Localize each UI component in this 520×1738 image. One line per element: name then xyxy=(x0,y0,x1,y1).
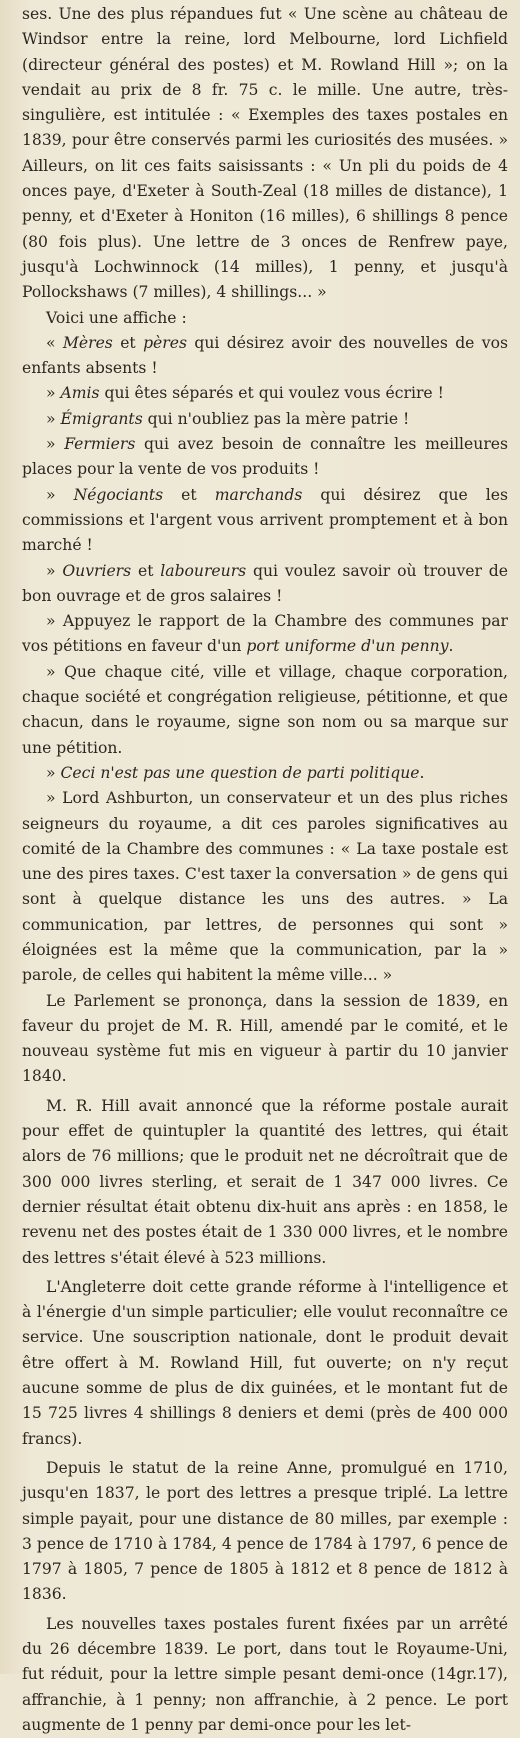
poster-line: » Fermiers qui avez besoin de connaître les meilleures places pour la vente de vos produits ! xyxy=(22,435,508,479)
poster-line: » Appuyez le rapport de la Chambre des communes par vos pétitions en faveur d'un port uniforme d'un penny. xyxy=(22,612,508,656)
poster-line: « Mères et pères qui désirez avoir des nouvelles de vos enfants absents ! xyxy=(22,333,508,378)
paragraph: » Lord Ashburton, un conservateur et un des plus riches seigneurs du royaume, a dit ces paroles significatives au comité de la Chambre des communes : « La taxe postale est une des pires taxes. C'est taxer la conversation » de gens qui sont à quelque distance les uns des autres. » La communication, par lettres, de personnes qui sont » éloignées est la même que la communication, par la » parole, de celles qui habitent la même ville... » xyxy=(22,789,508,985)
paragraph: L'Angleterre doit cette grande réforme à l'intelligence et à l'énergie d'un simple particulier; elle voulut reconnaître ce service. Une souscription nationale, dont le produit devait être offert à M. Rowland Hill, fut ouverte; on n'y reçut aucune somme de plus de dix guinées, et le montant fut de 15 725 livres 4 shillings 8 deniers et demi (près de 400 000 francs). xyxy=(22,1277,508,1448)
paragraph: Le Parlement se prononça, dans la session de 1839, en faveur du projet de M. R. Hill, amendé par le comité, et le nouveau système fut mis en vigueur à partir du 10 janvier 1840. xyxy=(22,991,508,1086)
paragraph: ses. Une des plus répandues fut « Une scène au château de Windsor entre la reine, lord Melbourne, lord Lichfield (directeur général des postes) et M. Rowland Hill »; on la vendait au prix de 8 fr. 75 c. le mille. Une autre, très-singulière, est intitulée : « Exemples des taxes postales en 1839, pour être conservés parmi les curiosités des musées. » Ailleurs, on lit ces faits saisissants : « Un pli du poids de 4 onces paye, d'Exeter à South-Zeal (18 milles de distance), 1 penny, et d'Exeter à Honiton (16 milles), 6 shillings 8 pence (80 fois plus). Une lettre de 3 onces de Renfrew paye, jusqu'à Lochwinnock (14 milles), 1 penny, et jusqu'à Pollockshaws (7 milles), 4 shillings... » xyxy=(22,5,508,302)
poster-line: » Que chaque cité, ville et village, chaque corporation, chaque société et congrégation religieuse, pétitionne, et que chacun, dans le royaume, signe son nom ou sa marque sur une pétition. xyxy=(22,662,508,757)
paragraph: M. R. Hill avait annoncé que la réforme postale aurait pour effet de quintupler la quantité des lettres, qui était alors de 76 millions; que le produit net ne décroîtrait que de 300 000 livres sterling, et serait de 1 347 000 livres. Ce dernier résultat était obtenu dix-huit ans après : en 1858, le revenu net des postes était de 1 330 000 livres, et le nombre des lettres s'était élevé à 523 millions. xyxy=(22,1096,508,1267)
paragraph: Les nouvelles taxes postales furent fixées par un arrêté du 26 décembre 1839. Le port, dans tout le Royaume-Uni, fut réduit, pour la lettre simple pesant demi-once (14gr.17), affranchie, à 1 penny; non affranchie, à 2 pence. Le port augmente de 1 penny par demi-once pour les let- xyxy=(22,1614,508,1734)
poster-line: » Ouvriers et laboureurs qui voulez savoir où trouver de bon ouvrage et de gros salaires ! xyxy=(22,561,508,605)
paragraph: Depuis le statut de la reine Anne, promulgué en 1710, jusqu'en 1837, le port des lettres a presque triplé. La lettre simple payait, pour une distance de 80 milles, par exemple : 3 pence de 1710 à 1784, 4 pence de 1784 à 1797, 6 pence de 1797 à 1805, 7 pence de 1805 à 1812 et 8 pence de 1812 à 1836. xyxy=(22,1458,508,1604)
poster-line: » Négociants et marchands qui désirez que les commissions et l'argent vous arrivent promptement et à bon marché ! xyxy=(22,485,508,555)
poster-line: » Ceci n'est pas une question de parti politique. xyxy=(46,763,425,782)
poster-line: » Amis qui êtes séparés et qui voulez vous écrire ! xyxy=(46,384,444,403)
poster-line: » Émigrants qui n'oubliez pas la mère patrie ! xyxy=(46,409,410,428)
body-text xyxy=(22,2,508,1738)
paragraph: Voici une affiche : xyxy=(46,308,187,327)
